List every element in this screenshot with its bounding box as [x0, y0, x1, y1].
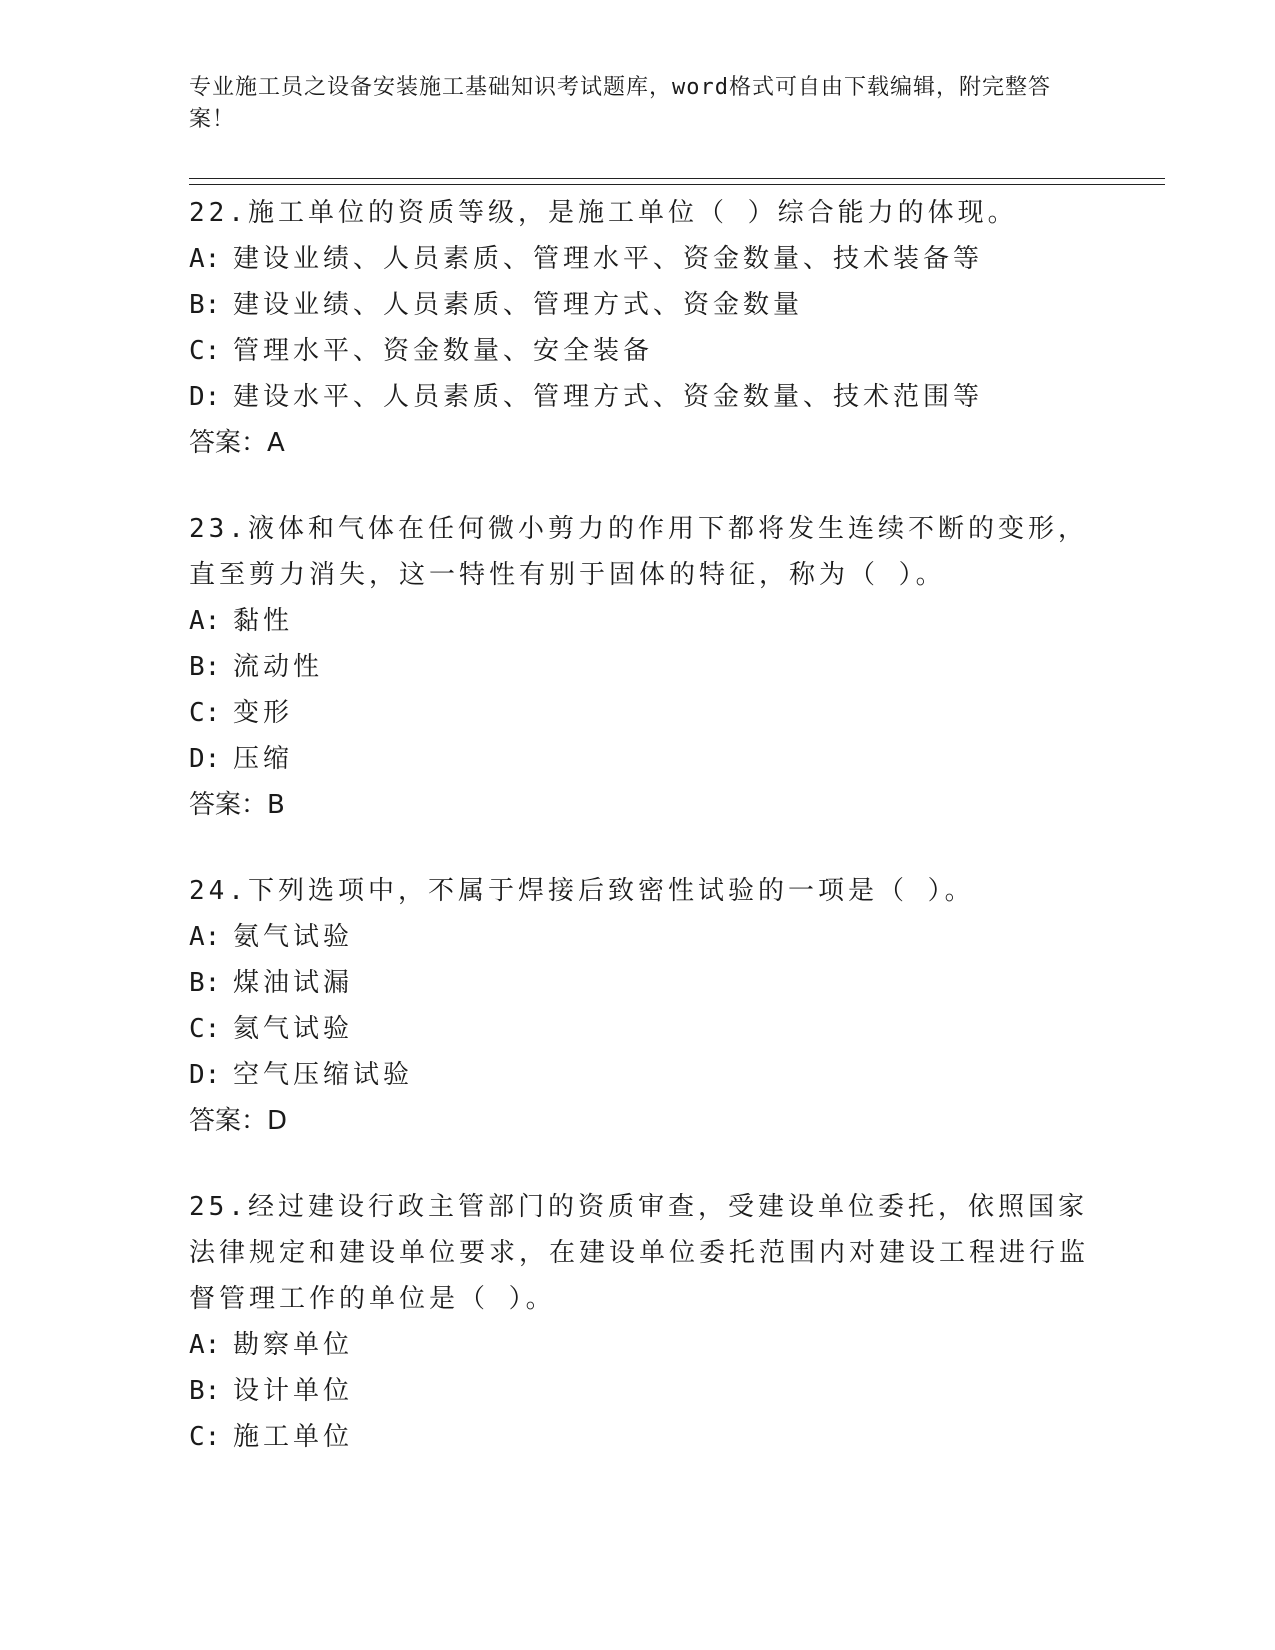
- question-list: [189, 190, 1089, 1500]
- option-key: C:: [189, 1422, 221, 1452]
- option-text: 空气压缩试验: [233, 1060, 414, 1090]
- option-text: 建设水平、人员素质、管理方式、资金数量、技术范围等: [233, 382, 984, 412]
- option-a: [189, 914, 1089, 960]
- option-a: [189, 236, 1089, 282]
- option-b: [189, 960, 1089, 1006]
- document-header: 专业施工员之设备安装施工基础知识考试题库，word格式可自由下载编辑，附完整答案！: [189, 75, 1051, 132]
- answer-line: 答案：A: [189, 428, 285, 458]
- option-key: C:: [189, 1014, 221, 1044]
- option-text: 煤油试漏: [233, 968, 354, 998]
- option-key: D:: [189, 1060, 221, 1090]
- option-key: A:: [189, 1330, 221, 1360]
- option-d: [189, 374, 1089, 420]
- option-key: A:: [189, 922, 221, 952]
- option-text: 流动性: [233, 652, 324, 682]
- option-text: 建设业绩、人员素质、管理方式、资金数量: [233, 290, 804, 320]
- option-c: [189, 1006, 1089, 1052]
- option-d: [189, 736, 1089, 782]
- option-b: [189, 282, 1089, 328]
- option-key: D:: [189, 744, 221, 774]
- option-text: 变形: [233, 698, 294, 728]
- option-key: C:: [189, 336, 221, 366]
- question-stem: 24.下列选项中，不属于焊接后致密性试验的一项是（ ）。: [189, 876, 975, 906]
- option-key: A:: [189, 244, 221, 274]
- question-stem: 25.经过建设行政主管部门的资质审查，受建设单位委托，依照国家法律规定和建设单位要求，在建设单位委托范围内对建设工程进行监督管理工作的单位是（ ）。: [189, 1192, 1090, 1314]
- question-25: [189, 1184, 1089, 1460]
- option-key: B:: [189, 652, 221, 682]
- question-stem: 23.液体和气体在任何微小剪力的作用下都将发生连续不断的变形，直至剪力消失，这一特性有别于固体的特征，称为（ ）。: [189, 514, 1088, 590]
- header-divider-bottom: [189, 184, 1165, 185]
- header-divider-top: [189, 178, 1165, 179]
- option-c: [189, 690, 1089, 736]
- option-text: 建设业绩、人员素质、管理水平、资金数量、技术装备等: [233, 244, 984, 274]
- option-text: 压缩: [233, 744, 294, 774]
- option-c: [189, 328, 1089, 374]
- question-stem: 22.施工单位的资质等级，是施工单位（ ）综合能力的体现。: [189, 198, 1018, 228]
- option-text: 管理水平、资金数量、安全装备: [233, 336, 654, 366]
- question-22: [189, 190, 1089, 466]
- option-text: 氦气试验: [233, 1014, 354, 1044]
- option-key: A:: [189, 606, 221, 636]
- option-text: 勘察单位: [233, 1330, 354, 1360]
- option-key: C:: [189, 698, 221, 728]
- option-text: 设计单位: [233, 1376, 354, 1406]
- option-a: [189, 598, 1089, 644]
- option-b: [189, 644, 1089, 690]
- option-a: [189, 1322, 1089, 1368]
- question-23: [189, 506, 1089, 828]
- option-c: [189, 1414, 1089, 1460]
- option-text: 黏性: [233, 606, 294, 636]
- answer-line: 答案：B: [189, 790, 285, 820]
- option-key: B:: [189, 1376, 221, 1406]
- answer-line: 答案：D: [189, 1106, 288, 1136]
- option-text: 施工单位: [233, 1422, 354, 1452]
- option-key: B:: [189, 968, 221, 998]
- option-key: B:: [189, 290, 221, 320]
- option-d: [189, 1052, 1089, 1098]
- option-text: 氨气试验: [233, 922, 354, 952]
- option-key: D:: [189, 382, 221, 412]
- option-b: [189, 1368, 1089, 1414]
- question-24: [189, 868, 1089, 1144]
